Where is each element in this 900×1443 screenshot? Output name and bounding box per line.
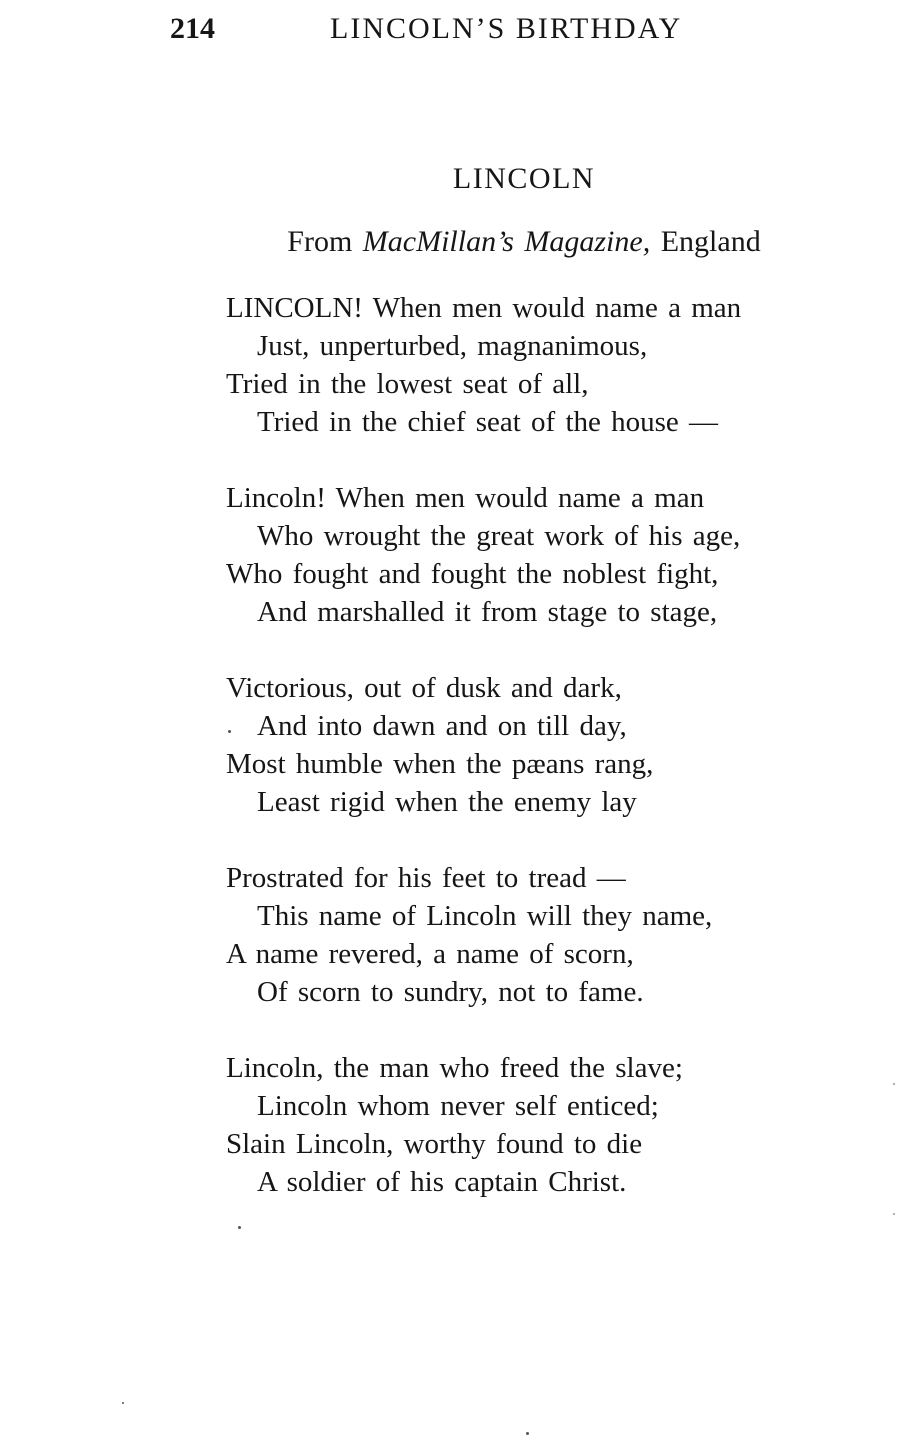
source-suffix: England bbox=[660, 225, 761, 258]
poem-line: This name of Lincoln will they name, bbox=[257, 900, 713, 932]
poem-line: A name revered, a name of scorn, bbox=[226, 938, 634, 970]
stanza-2 bbox=[226, 479, 898, 631]
scan-speck bbox=[893, 1213, 895, 1215]
poem-line: Of scorn to sundry, not to fame. bbox=[257, 976, 644, 1008]
poem-line: A soldier of his captain Christ. bbox=[257, 1166, 627, 1198]
poem-line: And into dawn and on till day, bbox=[257, 710, 627, 742]
source-prefix: From bbox=[287, 225, 353, 258]
poem-line: Just, unperturbed, magnanimous, bbox=[257, 330, 648, 362]
poem-line: Lincoln! When men would name a man bbox=[226, 482, 705, 514]
poem-line: Lincoln, the man who freed the slave; bbox=[226, 1052, 683, 1084]
poem-line: Tried in the chief seat of the house — bbox=[257, 406, 719, 438]
source-magazine: MacMillan’s Magazine, bbox=[362, 225, 651, 258]
stanza-3 bbox=[226, 669, 898, 821]
scan-speck bbox=[238, 1226, 241, 1229]
poem-body bbox=[226, 289, 898, 1239]
poem-line: Most humble when the pæans rang, bbox=[226, 748, 654, 780]
stanza-5 bbox=[226, 1049, 898, 1201]
scan-speck bbox=[228, 730, 231, 733]
scan-speck bbox=[122, 1402, 124, 1404]
poem-line: Who fought and fought the noblest fight, bbox=[226, 558, 719, 590]
poem-line: LINCOLN! When men would name a man bbox=[226, 292, 742, 324]
poem-line: Victorious, out of dusk and dark, bbox=[226, 672, 622, 704]
running-title: LINCOLN’S BIRTHDAY bbox=[330, 12, 683, 45]
poem-line: Prostrated for his feet to tread — bbox=[226, 862, 626, 894]
page-number: 214 bbox=[170, 12, 215, 45]
running-head bbox=[0, 12, 900, 52]
poem-line: Least rigid when the enemy lay bbox=[257, 786, 637, 818]
poem-line: Lincoln whom never self enticed; bbox=[257, 1090, 659, 1122]
scan-speck bbox=[893, 1083, 895, 1085]
source-attribution bbox=[0, 225, 900, 259]
poem-line: Tried in the lowest seat of all, bbox=[226, 368, 589, 400]
poem-title: LINCOLN bbox=[452, 162, 596, 195]
scan-speck bbox=[526, 1432, 529, 1435]
stanza-4 bbox=[226, 859, 898, 1011]
poem-line: And marshalled it from stage to stage, bbox=[257, 596, 718, 628]
poem-line: Slain Lincoln, worthy found to die bbox=[226, 1128, 643, 1160]
stanza-1 bbox=[226, 289, 898, 441]
poem-line: Who wrought the great work of his age, bbox=[257, 520, 741, 552]
